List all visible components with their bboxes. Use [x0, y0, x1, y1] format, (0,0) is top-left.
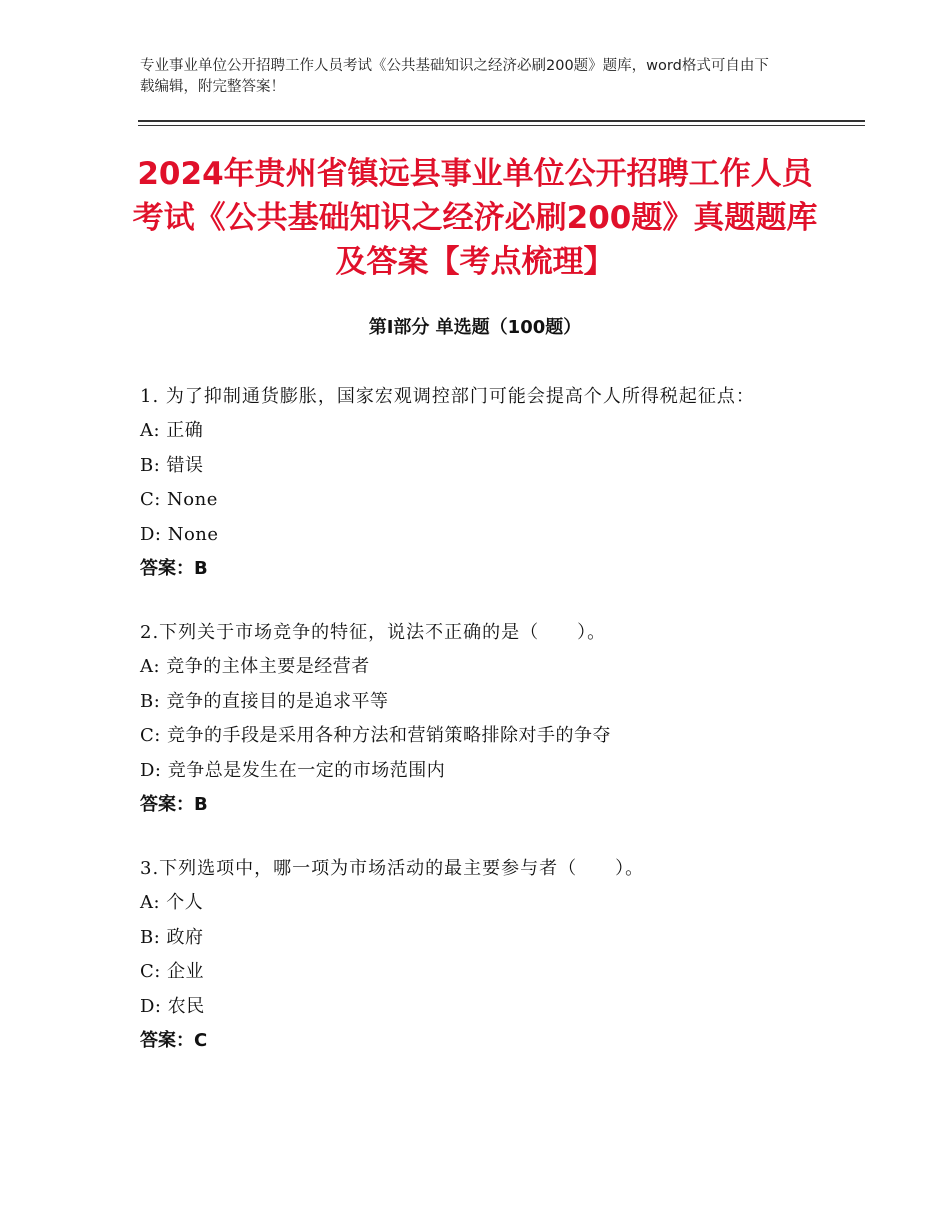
option-b: B: 政府: [140, 926, 204, 948]
header-divider: [138, 120, 865, 126]
header-note: 专业事业单位公开招聘工作人员考试《公共基础知识之经济必刷200题》题库，word格式可自由下载编辑，附完整答案！: [140, 58, 769, 95]
option-a: A: 竞争的主体主要是经营者: [140, 656, 370, 677]
option-d: D: 农民: [140, 995, 205, 1017]
option-b: B: 错误: [140, 454, 204, 476]
answer: 答案：B: [140, 794, 208, 815]
option-b: B: 竞争的直接目的是追求平等: [140, 690, 389, 712]
option-c: C: 竞争的手段是采用各种方法和营销策略排除对手的争夺: [140, 725, 612, 746]
option-a: A: 个人: [140, 892, 204, 913]
question-list: [140, 380, 820, 1088]
question-3: [140, 852, 820, 1058]
answer: 答案：C: [140, 1030, 208, 1051]
option-c: C: None: [140, 489, 218, 510]
question-2: [140, 616, 820, 822]
document-title: 2024年贵州省镇远县事业单位公开招聘工作人员考试《公共基础知识之经济必刷200题》真题题库及答案【考点梳理】: [132, 156, 818, 280]
option-a: A: 正确: [140, 420, 204, 441]
section-title: 第Ⅰ部分 单选题（100题）: [368, 317, 582, 338]
question-stem: 2.下列关于市场竞争的特征，说法不正确的是（ ）。: [140, 622, 607, 643]
option-d: D: 竞争总是发生在一定的市场范围内: [140, 759, 446, 781]
answer: 答案：B: [140, 558, 208, 579]
option-c: C: 企业: [140, 961, 205, 982]
question-1: [140, 380, 820, 586]
option-d: D: None: [140, 523, 219, 545]
question-stem: 1. 为了抑制通货膨胀，国家宏观调控部门可能会提高个人所得税起征点：: [140, 386, 755, 407]
question-stem: 3.下列选项中，哪一项为市场活动的最主要参与者（ ）。: [140, 858, 645, 879]
